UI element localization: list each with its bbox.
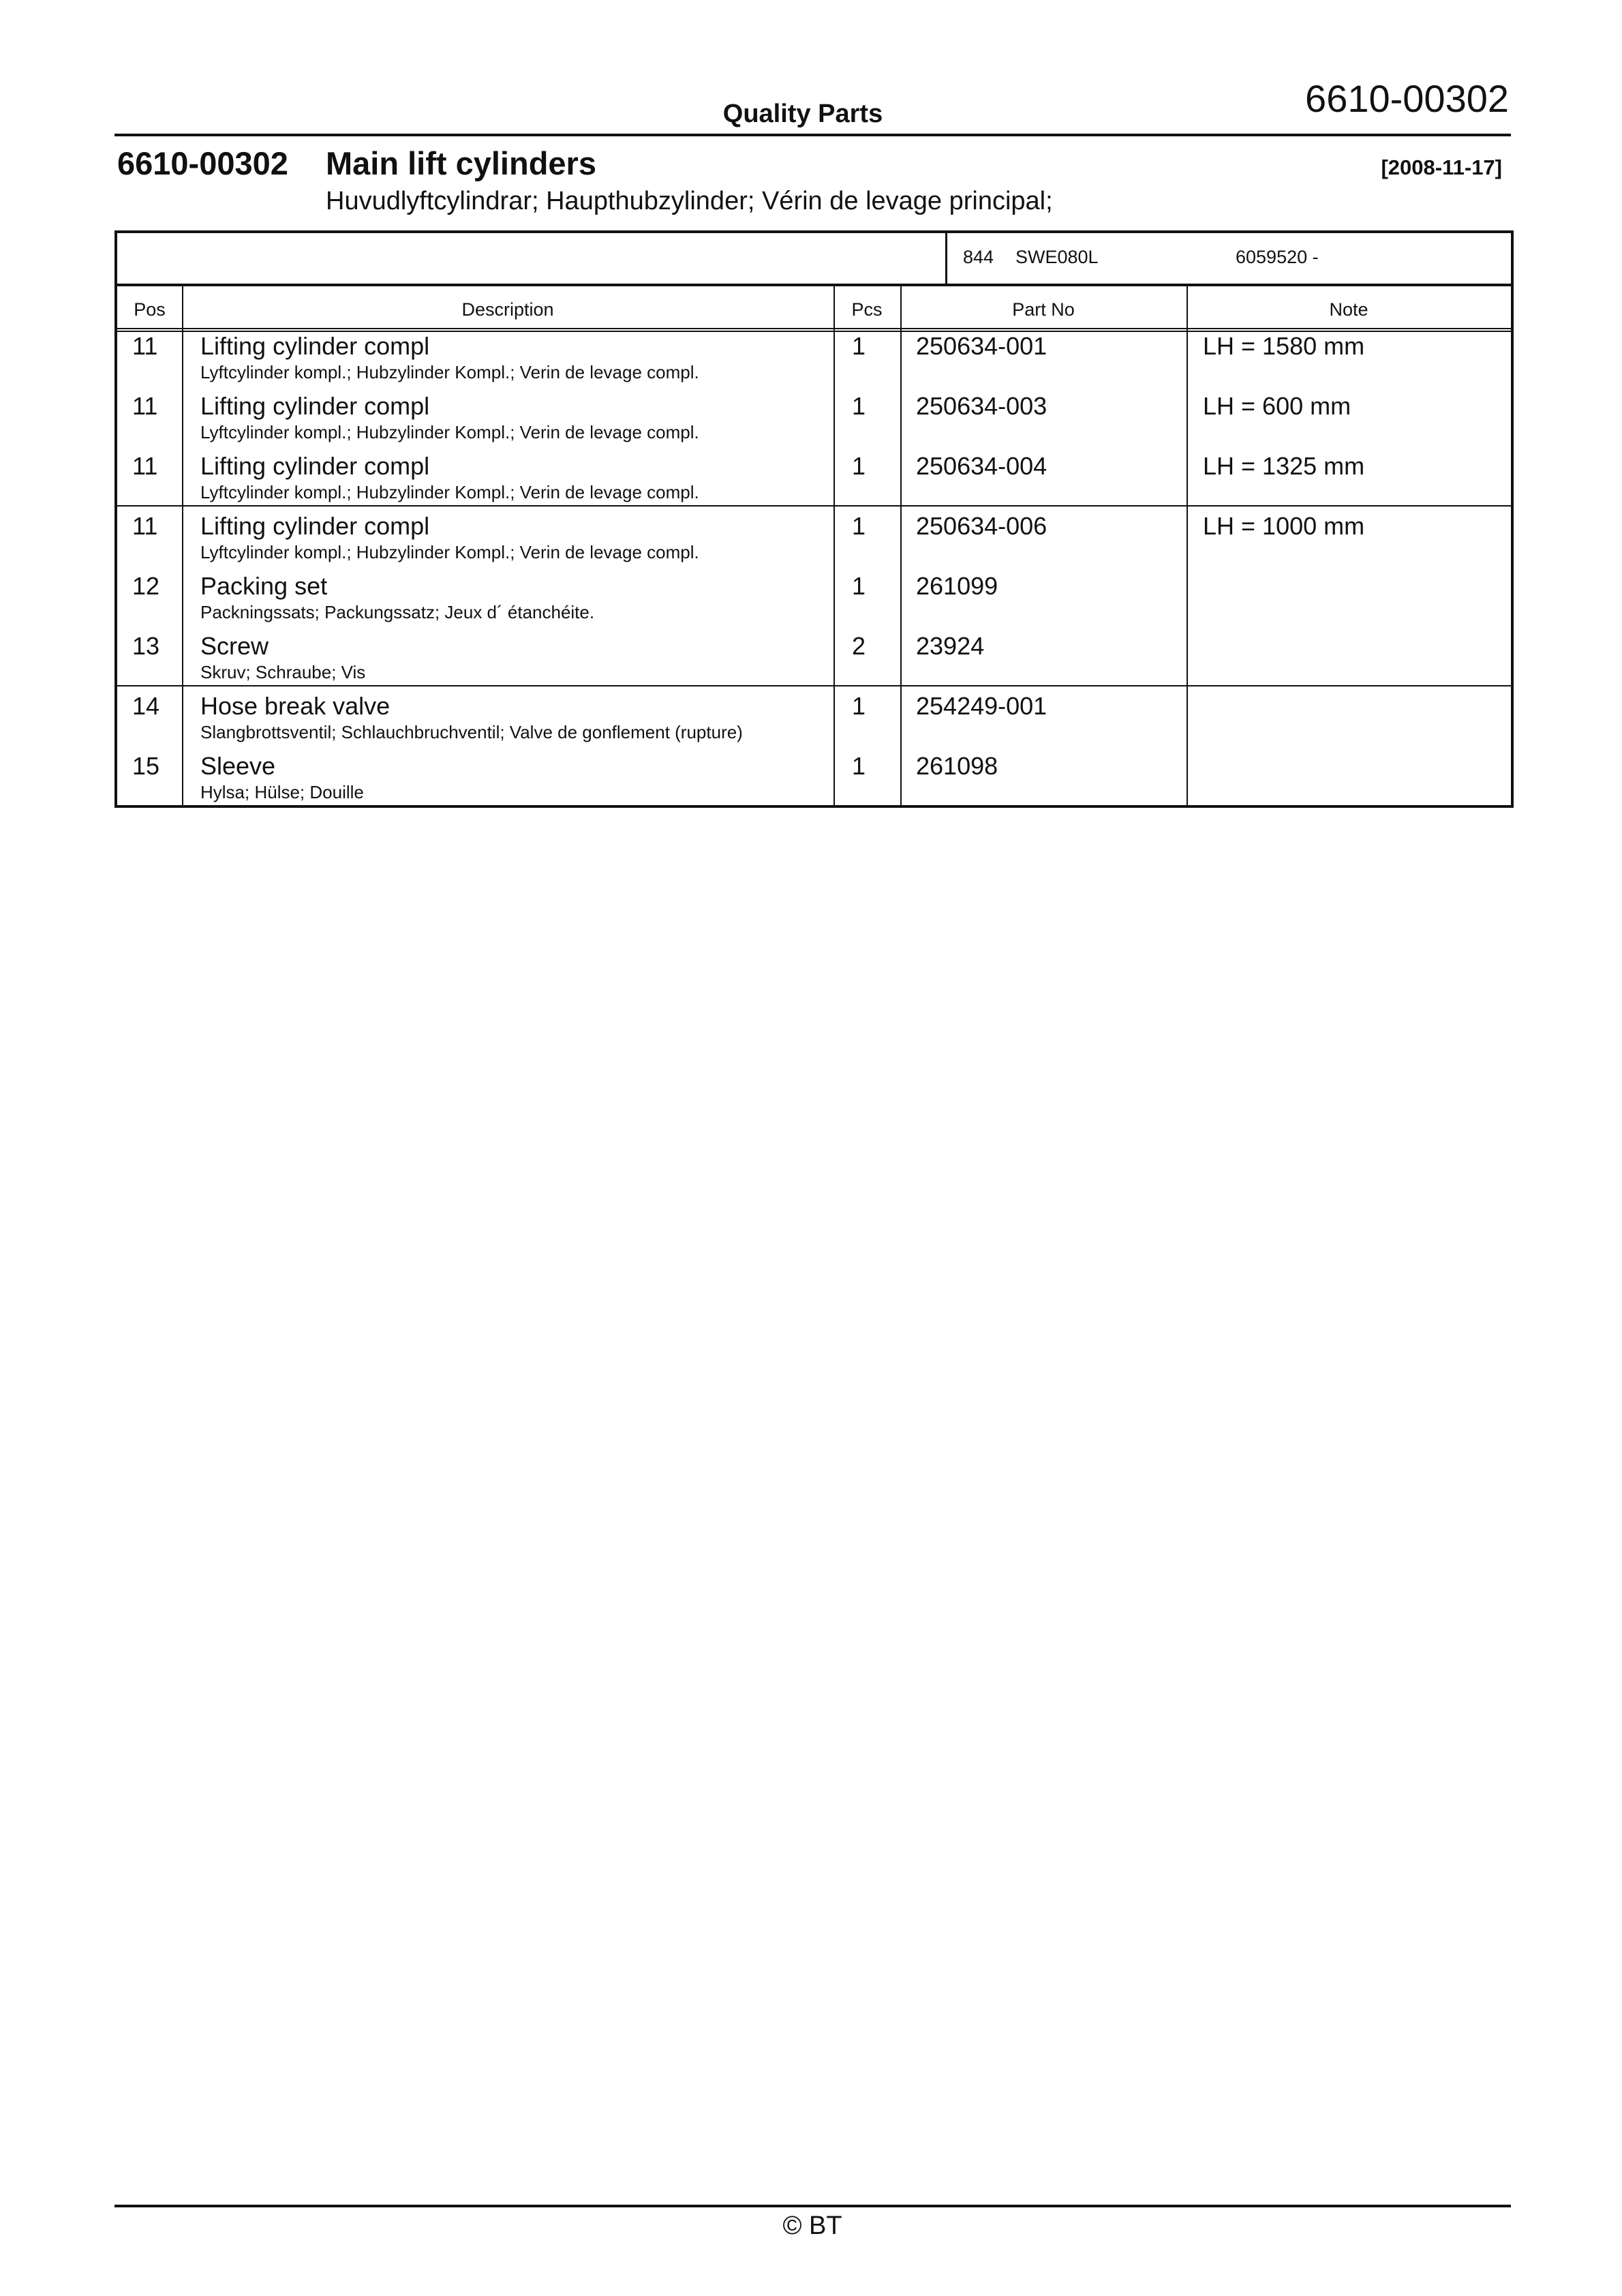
- model-name: SWE080L: [1015, 247, 1099, 267]
- section-date: [2008-11-17]: [1381, 155, 1502, 179]
- row-note: LH = 1325 mm: [1203, 452, 1365, 480]
- row-part-no: 250634-006: [916, 512, 1047, 540]
- group-divider: [117, 505, 1511, 507]
- model-info-box: [114, 230, 1514, 286]
- row-pcs: 2: [852, 632, 866, 660]
- row-pos: 15: [132, 752, 160, 780]
- row-pos: 11: [132, 392, 158, 420]
- row-description: Hose break valve: [200, 692, 391, 720]
- row-pos: 11: [132, 452, 158, 480]
- section-title: Main lift cylinders: [326, 145, 596, 181]
- row-pos: 11: [132, 332, 158, 360]
- row-note: LH = 600 mm: [1203, 392, 1351, 420]
- row-description: Screw: [200, 632, 269, 660]
- model-serial: 6059520 -: [1236, 247, 1319, 267]
- row-note: LH = 1580 mm: [1203, 332, 1365, 360]
- column-header-part-no: Part No: [1012, 299, 1075, 320]
- column-header-note: Note: [1329, 299, 1368, 320]
- row-pcs: 1: [852, 692, 866, 720]
- row-pos: 12: [132, 572, 160, 600]
- row-description: Packing set: [200, 572, 328, 600]
- column-divider: [182, 286, 183, 805]
- row-translation: Skruv; Schraube; Vis: [200, 662, 366, 682]
- row-translation: Lyftcylinder kompl.; Hubzylinder Kompl.; Verin de levage compl.: [200, 482, 699, 502]
- column-divider: [1187, 286, 1188, 805]
- parts-table: [114, 284, 1514, 808]
- row-pos: 14: [132, 692, 160, 720]
- section-code: 6610-00302: [117, 145, 288, 181]
- row-part-no: 261098: [916, 752, 998, 780]
- header-divider: [114, 134, 1511, 136]
- page-header-doc-number: 6610-00302: [1305, 77, 1509, 120]
- row-translation: Packningssats; Packungssatz; Jeux d´ étanchéite.: [200, 602, 595, 622]
- footer-divider: [114, 2205, 1511, 2207]
- row-pcs: 1: [852, 752, 866, 780]
- model-number: 844: [963, 247, 994, 267]
- row-pcs: 1: [852, 332, 866, 360]
- row-part-no: 261099: [916, 572, 998, 600]
- section-translations: Huvudlyftcylindrar; Haupthubzylinder; Vérin de levage principal;: [326, 187, 1053, 215]
- row-pcs: 1: [852, 392, 866, 420]
- row-translation: Lyftcylinder kompl.; Hubzylinder Kompl.; Verin de levage compl.: [200, 422, 699, 442]
- row-pcs: 1: [852, 512, 866, 540]
- row-part-no: 23924: [916, 632, 985, 660]
- footer-copyright: © BT: [782, 2211, 842, 2240]
- row-translation: Lyftcylinder kompl.; Hubzylinder Kompl.; Verin de levage compl.: [200, 542, 699, 562]
- row-description: Lifting cylinder compl: [200, 512, 430, 540]
- column-divider: [900, 286, 902, 805]
- row-description: Sleeve: [200, 752, 276, 780]
- row-note: LH = 1000 mm: [1203, 512, 1365, 540]
- row-pos: 13: [132, 632, 160, 660]
- row-part-no: 250634-001: [916, 332, 1047, 360]
- row-translation: Slangbrottsventil; Schlauchbruchventil; Valve de gonflement (rupture): [200, 722, 743, 742]
- row-pcs: 1: [852, 572, 866, 600]
- column-header-pcs: Pcs: [851, 299, 883, 320]
- row-translation: Hylsa; Hülse; Douille: [200, 782, 364, 802]
- row-translation: Lyftcylinder kompl.; Hubzylinder Kompl.; Verin de levage compl.: [200, 362, 699, 382]
- row-part-no: 250634-004: [916, 452, 1047, 480]
- column-divider: [833, 286, 835, 805]
- row-part-no: 250634-003: [916, 392, 1047, 420]
- group-divider: [117, 685, 1511, 686]
- row-pos: 11: [132, 512, 158, 540]
- column-header-description: Description: [461, 299, 554, 320]
- row-description: Lifting cylinder compl: [200, 332, 430, 360]
- row-description: Lifting cylinder compl: [200, 392, 430, 420]
- row-pcs: 1: [852, 452, 866, 480]
- header-row-divider: [117, 328, 1511, 329]
- column-header-pos: Pos: [134, 299, 166, 320]
- model-info-divider: [945, 233, 947, 284]
- row-description: Lifting cylinder compl: [200, 452, 430, 480]
- row-part-no: 254249-001: [916, 692, 1047, 720]
- page-header-title: Quality Parts: [722, 100, 883, 128]
